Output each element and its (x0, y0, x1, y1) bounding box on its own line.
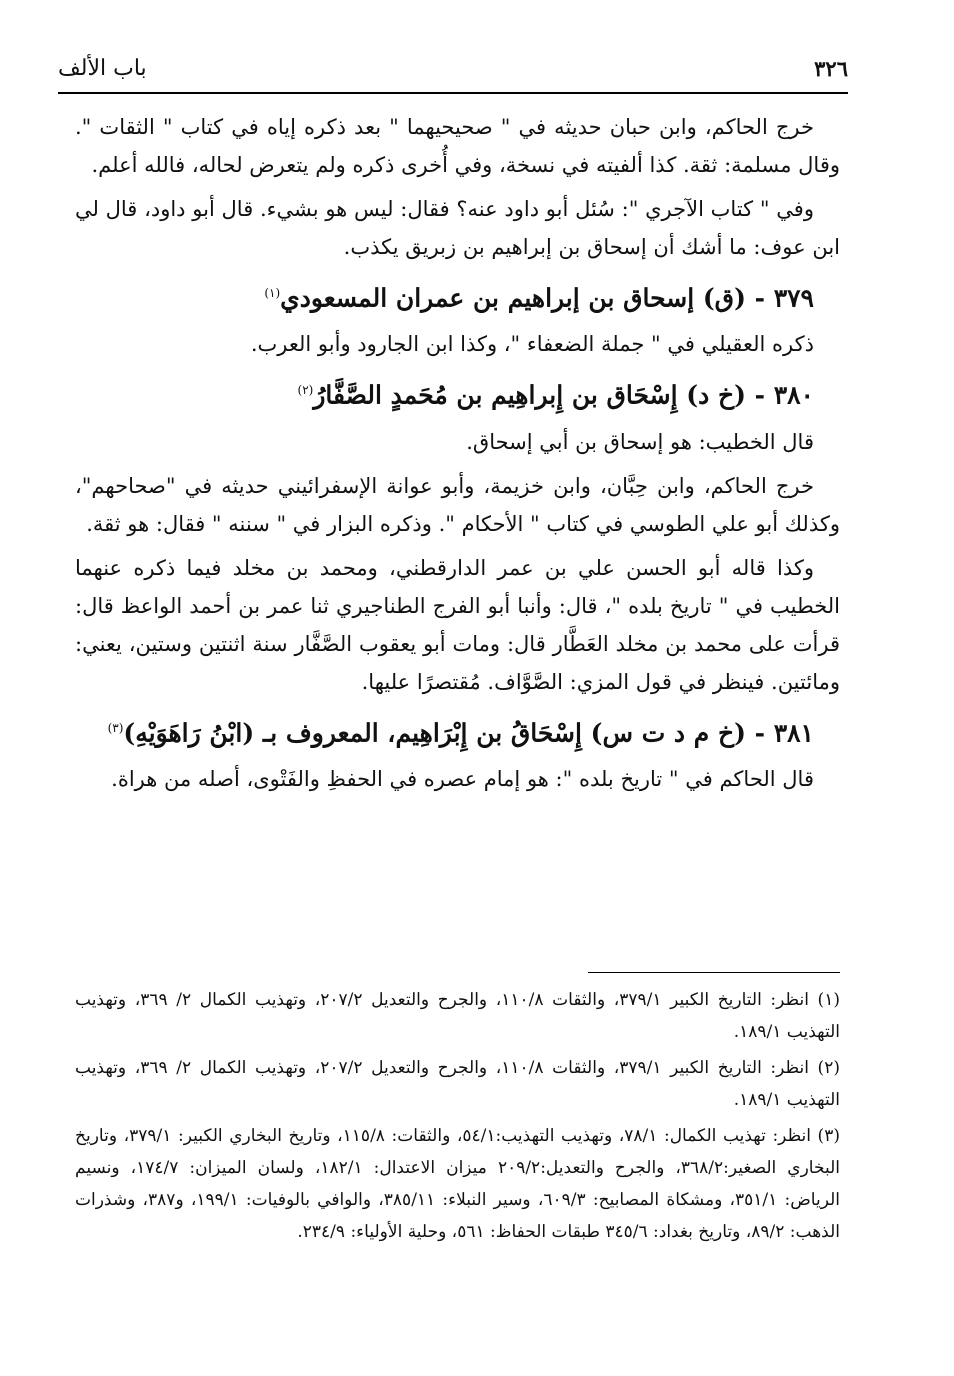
paragraph-3: ذكره العقيلي في " جملة الضعفاء "، وكذا ابن الجارود وأبو العرب. (250, 332, 814, 357)
footnote-ref-1: (١) (264, 286, 281, 300)
entry-heading-379 (75, 272, 840, 319)
paragraph-2: وفي " كتاب الآجري ": سُئل أبو داود عنه؟ فقال: ليس هو بشيء. قال أبو داود، قال لي ابن عوف: ما أشك أن إسحاق بن إبراهيم بن زبريق يكذب. (75, 197, 840, 259)
paragraph-6: وكذا قاله أبو الحسن علي بن عمر الدارقطني، ومحمد بن مخلد فيما ذكره عنهما الخطيب في " تاريخ بلده "، قال: وأنبا أبو الفرج الطناجيري ثنا عمر بن أحمد الواعظ قال: قرأت على محمد بن مخلد العَطَّار قال: ومات أبو يعقوب الصَّفَّار سنة اثنتين وستين، يعني: ومائتين. فينظر في قول المزي: الصَّوَّاف. مُقتصرًا عليها. (75, 555, 840, 694)
entry-heading-380 (75, 369, 840, 416)
paragraph-5: خرج الحاكم، وابن حِبَّان، وابن خزيمة، وأبو عوانة الإسفرائيني حديثه في "صحاحهم"، وكذلك أبو علي الطوسي في كتاب " الأحكام ". وذكره البزار في " سننه " فقال: هو ثقة. (75, 473, 840, 536)
paragraph-4: قال الخطيب: هو إسحاق بن أبي إسحاق. (466, 429, 814, 454)
footnote-3: (٣) انظر: تهذيب الكمال: ٧٨/١، وتهذيب التهذيب:٥٤/١، والثقات: ١١٥/٨، وتاريخ البخاري الكبير: ٣٧٩/١، وتاريخ البخاري الصغير:٣٦٨/٢، والجرح والتعديل:٢٠٩/٢ ميزان الاعتدال: ١٨٢/١، ولسان الميزان: ١٧٤/٧، ونسيم الرياض: ٣٥١/١، ومشكاة المصابيح: ٦٠٩/٣، وسير النبلاء: ٣٨٥/١١، والوافي بالوفيات: ١٩٩/١، و٣٨٧، وشذرات الذهب: ٨٩/٢، وتاريخ بغداد: ٣٤٥/٦ طبقات الحفاظ: ٥٦١، وحلية الأولياء: ٢٣٤/٩. (75, 1126, 840, 1242)
paragraph-7: قال الحاكم في " تاريخ بلده ": هو إمام عصره في الحفظِ والفَتْوى، أصله من هراة. (111, 766, 814, 791)
footnote-rule (588, 972, 840, 973)
section-title: باب الألف (58, 56, 147, 81)
footnote-2: (٢) انظر: التاريخ الكبير ٣٧٩/١، والثقات ١١٠/٨، والجرح والتعديل ٢٠٧/٢، وتهذيب الكمال ٢/ ٣٦٩، وتهذيب التهذيب ١٨٩/١. (75, 1058, 840, 1110)
footnotes (75, 984, 840, 1252)
page-header (58, 52, 848, 92)
entry-title-381: ٣٨١ - (خ م د ت س) إِسْحَاقُ بن إِبْرَاهِيم، المعروف بـ (ابْنُ رَاهَوَيْهِ) (123, 717, 814, 747)
main-text (75, 108, 840, 804)
footnote-ref-2: (٢) (297, 383, 314, 398)
header-rule (58, 92, 848, 94)
paragraph-1: خرج الحاكم، وابن حبان حديثه في " صحيحيهما " بعد ذكره إياه في كتاب " الثقات ". وقال مسلمة: ثقة. كذا ألفيته في نسخة، وفي أُخرى ذكره ولم يتعرض لحاله، فالله أعلم. (75, 115, 840, 177)
entry-title-379: ٣٧٩ - (ق) إسحاق بن إبراهيم بن عمران المسعودي (280, 283, 814, 313)
entry-title-380: ٣٨٠ - (خ د) إِسْحَاق بن إِبراهِيم بن مُحَمدٍ الصَّفَّارُ (313, 380, 814, 410)
footnote-1: (١) انظر: التاريخ الكبير ٣٧٩/١، والثقات ١١٠/٨، والجرح والتعديل ٢٠٧/٢، وتهذيب الكمال ٢/ ٣٦٩، وتهذيب التهذيب ١٨٩/١. (75, 990, 840, 1042)
page-number: ٣٢٦ (814, 56, 848, 81)
footnote-ref-3: (٣) (107, 720, 124, 735)
entry-heading-381 (75, 707, 840, 754)
